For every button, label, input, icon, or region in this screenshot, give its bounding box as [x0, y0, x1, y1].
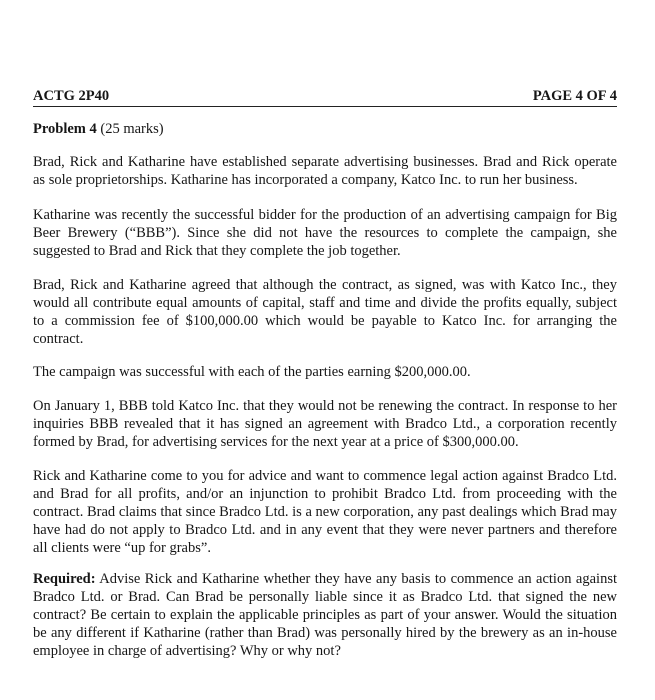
paragraph-earnings: The campaign was successful with each of the parties earning $200,000.00.	[33, 364, 471, 380]
page-header	[33, 88, 617, 107]
paragraph-background: Brad, Rick and Katharine have established separate advertising businesses. Brad and Rick operate as sole proprietorships. Katharine has incorporated a company, Katco Inc. to run her business.	[33, 154, 617, 188]
problem-heading	[33, 121, 164, 138]
required-text: Advise Rick and Katharine whether they have any basis to commence an action against Bradco Ltd. or Brad. Can Brad be personally liable since it as Bradco Ltd. that signed the new contract? Be certain to explain the applicable principles as part of your answer. Would the situation be any different if Katharine (rather than Brad) was personally hired by the brewery as an in-house employee in charge of advertising? Why or why not?	[33, 571, 617, 659]
problem-marks: (25 marks)	[96, 121, 164, 137]
course-code: ACTG 2P40	[33, 88, 110, 104]
page-number: PAGE 4 OF 4	[532, 88, 617, 104]
paragraph-agreement: Brad, Rick and Katharine agreed that although the contract, as signed, was with Katco Inc., they would all contribute equal amounts of capital, staff and time and divide the profits equally, subject to a commission fee of $100,000.00 which would be payable to Katco Inc. for arranging the contract.	[33, 277, 617, 347]
paragraph-non-renewal: On January 1, BBB told Katco Inc. that they would not be renewing the contract. In response to her inquiries BBB revealed that it has signed an agreement with Bradco Ltd., a corporation recently formed by Brad, for advertising services for the next year at a price of $300,000.00.	[33, 398, 617, 450]
paragraph-legal-action: Rick and Katharine come to you for advice and want to commence legal action against Bradco Ltd. and Brad for all profits, and/or an injunction to prohibit Bradco Ltd. from proceeding with the contract. Brad claims that since Bradco Ltd. is a new corporation, any past dealings which Brad may have had do not apply to Bradco Ltd. and in any event that they were never partners and therefore all clients were “up for grabs”.	[33, 468, 617, 556]
required-question	[33, 570, 617, 660]
problem-title: Problem 4	[33, 121, 97, 137]
paragraph-contract-bid: Katharine was recently the successful bidder for the production of an advertising campaign for Big Beer Brewery (“BBB”). Since she did not have the resources to complete the campaign, she suggested to Brad and Rick that they complete the job together.	[33, 207, 617, 259]
required-label: Required:	[33, 571, 96, 587]
